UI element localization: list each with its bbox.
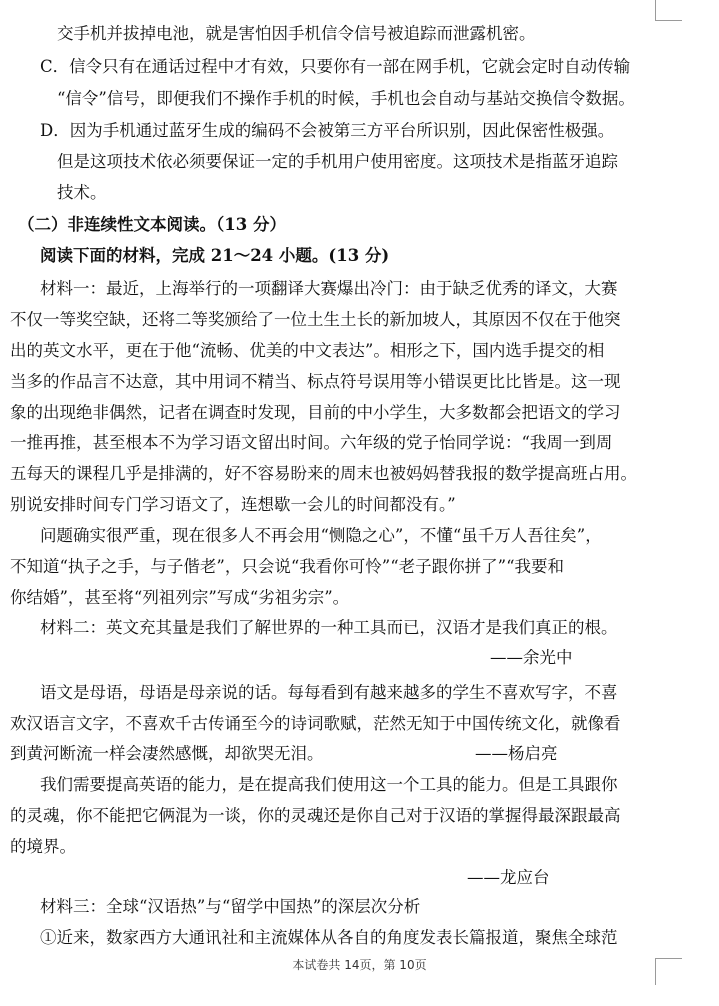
text-line: 当多的作品言不达意，其中用词不精当、标点符号误用等小错误更比比皆是。这一现: [10, 372, 621, 391]
text-line: 我们需要提高英语的能力，是在提高我们使用这一个工具的能力。但是工具跟你: [40, 775, 618, 794]
attribution: ——杨启亮: [475, 744, 558, 763]
material-two-line: 材料二：英文充其量是我们了解世界的一种工具而已，汉语才是我们真正的根。: [40, 618, 618, 637]
option-d-line: D．因为手机通过蓝牙生成的编码不会被第三方平台所识别，因此保密性极强。: [40, 121, 615, 140]
text-line: 问题确实很严重，现在很多人不再会用“恻隐之心”，不懂“虽千万人吾往矣”，: [40, 526, 602, 545]
material-three-line: 材料三：全球“汉语热”与“留学中国热”的深层次分析: [40, 897, 421, 916]
text-line: 一推再推，甚至根本不为学习语文留出时间。六年级的党子怡同学说：“我周一到周: [10, 433, 613, 452]
text-line: 你结婚”，甚至将“列祖列宗”写成“劣祖劣宗”。: [10, 588, 350, 607]
page-footer: 本试卷共 14页，第 10页: [292, 958, 427, 972]
attribution: ——余光中: [490, 648, 573, 667]
option-c-line: C．信令只有在通话过程中才有效，只要你有一部在网手机，它就会定时自动传输: [40, 57, 631, 76]
text-line: 不知道“执子之手，与子偕老”，只会说“我看你可怜”“老子跟你拼了”“我要和: [10, 557, 565, 576]
text-line: 的境界。: [10, 837, 76, 856]
text-line: 的灵魂，你不能把它俩混为一谈，你的灵魂还是你自己对于汉语的掌握得最深跟最高: [10, 806, 621, 825]
text-line: 语文是母语，母语是母亲说的话。每每看到有越来越多的学生不喜欢写字，不喜: [40, 683, 618, 702]
attribution: ——龙应台: [467, 868, 550, 887]
text-line: 到黄河断流一样会凄然感慨，却欲哭无泪。: [10, 744, 324, 763]
text-line: 交手机并拔掉电池，就是害怕因手机信令信号被追踪而泄露机密。: [57, 24, 536, 43]
text-line: 但是这项技术依必须要保证一定的手机用户使用密度。这项技术是指蓝牙追踪: [57, 152, 618, 171]
text-line: 出的英文水平，更在于他“流畅、优美的中文表达”。相形之下，国内选手提交的相: [10, 341, 605, 360]
text-line: 别说安排时间专门学习语文了，连想歇一会儿的时间都没有。”: [10, 495, 456, 514]
text-line: 五每天的课程几乎是排满的，好不容易盼来的周末也被妈妈替我报的数学提高班占用。: [10, 464, 637, 483]
material-one-line: 材料一：最近，上海举行的一项翻译大赛爆出冷门：由于缺乏优秀的译文，大赛: [40, 279, 618, 298]
text-line: 欢汉语言文字，不喜欢千古传诵至今的诗词歌赋，茫然无知于中国传统文化，就像看: [10, 714, 621, 733]
text-line: 技术。: [57, 183, 107, 202]
text-line: “信令”信号，即便我们不操作手机的时候，手机也会自动与基站交换信令数据。: [57, 89, 635, 108]
instruction-heading: 阅读下面的材料，完成 21～24 小题。(13 分): [40, 246, 390, 265]
text-line: 象的出现绝非偶然，记者在调查时发现，目前的中小学生，大多数都会把语文的学习: [10, 403, 621, 422]
text-line: 不仅一等奖空缺，还将二等奖颁给了一位土生土长的新加坡人，其原因不仅在于他突: [10, 310, 621, 329]
section-heading: （二）非连续性文本阅读。（13 分）: [18, 215, 286, 234]
text-line: ①近来，数家西方大通讯社和主流媒体从各自的角度发表长篇报道，聚焦全球范: [40, 928, 618, 947]
crop-mark-top-right: [655, 0, 682, 21]
